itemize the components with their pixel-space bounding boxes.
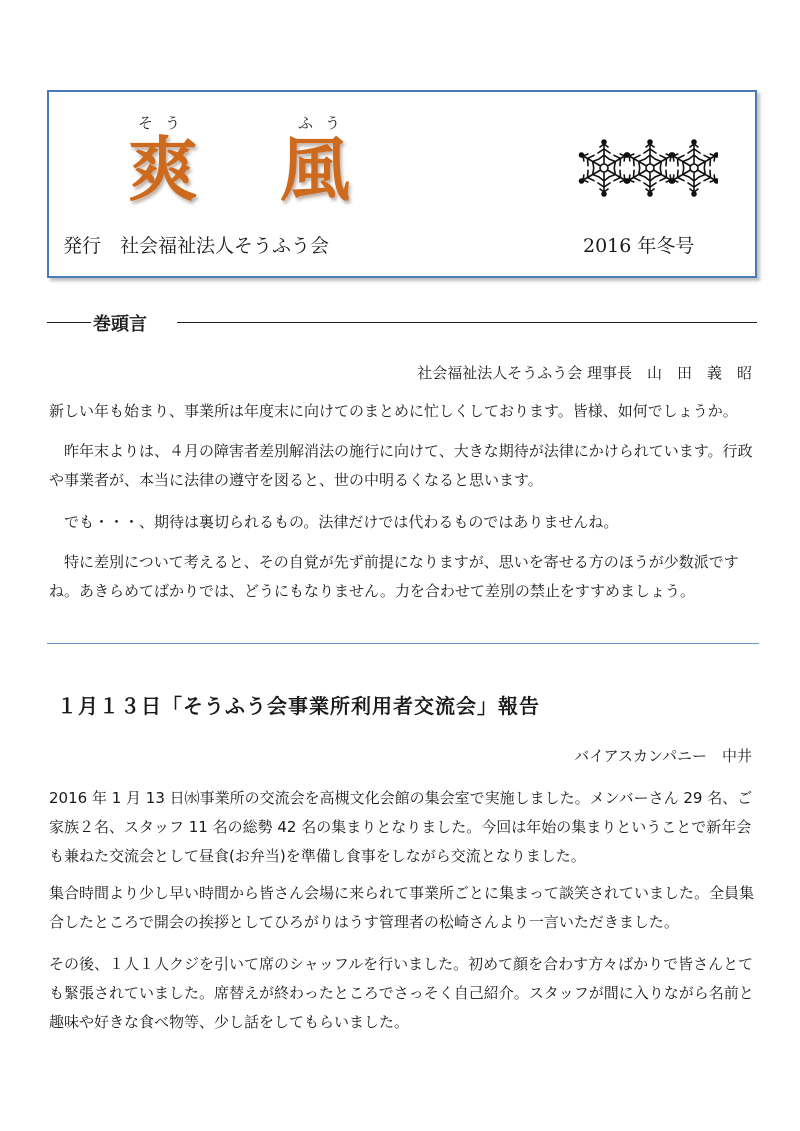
snowflake-icon	[667, 140, 718, 196]
foreword-heading	[47, 307, 757, 337]
snowflake-icon	[623, 140, 677, 196]
heading-rule	[177, 322, 757, 323]
foreword-byline: 社会福祉法人そうふう会 理事長 山 田 義 昭	[417, 364, 752, 382]
title-ruby-left: そう	[138, 114, 193, 132]
report-paragraph: その後、１人１人クジを引いて席のシャッフルを行いました。初めて顔を合わす方々ばかりで皆さんとても緊張されていました。席替えが終わったところでさっそく自己紹介。スタッフが間に入りながら名前と趣味や好きな食べ物等、少し話をしてもらいました。	[49, 955, 754, 1031]
section-divider	[47, 643, 759, 644]
report-paragraph: 集合時間より少し早い時間から皆さん会場に来られて事業所ごとに集まって談笑されていました。全員集合したところで開会の挨拶としてひろがりはうす管理者の松崎さんより一言いただきました。	[49, 884, 755, 931]
snowflake-icon	[578, 140, 631, 196]
title-char-2: 風	[280, 128, 350, 211]
foreword-paragraph: でも・・・、期待は裏切られるもの。法律だけでは代わるものではありませんね。	[49, 513, 619, 531]
report-paragraph: 2016 年 1 月 13 日㈬事業所の交流会を高槻文化会館の集会室で実施しました。メンバーさん 29 名、ご家族２名、スタッフ 11 名の総勢 42 名の集まりとなりました。今回は年始の集まりということで新年会も兼ねた交流会として昼食(お弁当)を準備し食事をしながら交流となりました。	[49, 789, 753, 865]
foreword-paragraph: 昨年末よりは、４月の障害者差別解消法の施行に向けて、大きな期待が法律にかけられています。行政や事業者が、本当に法律の遵守を図ると、世の中明るくなると思います。	[49, 442, 753, 489]
title-char-1: 爽	[128, 128, 198, 211]
publisher-line: 発行 社会福祉法人そうふう会	[63, 235, 330, 257]
snowflake-decoration	[578, 138, 718, 198]
title-ruby-right: ふう	[298, 114, 353, 132]
report-title: １月１３日「そうふう会事業所利用者交流会」報告	[57, 694, 540, 718]
issue-label: 2016 年冬号	[583, 235, 695, 257]
heading-dash	[47, 322, 91, 323]
report-byline: バイアスカンパニー 中井	[574, 747, 752, 765]
foreword-paragraph: 特に差別について考えると、その自覚が先ず前提になりますが、思いを寄せる方のほうが少数派ですね。あきらめてばかりでは、どうにもなりません。力を合わせて差別の禁止をすすめましょう。	[49, 553, 739, 600]
foreword-heading-label: 巻頭言	[93, 314, 147, 335]
foreword-paragraph: 新しい年も始まり、事業所は年度末に向けてのまとめに忙しくしております。皆様、如何でしょうか。	[49, 402, 738, 420]
